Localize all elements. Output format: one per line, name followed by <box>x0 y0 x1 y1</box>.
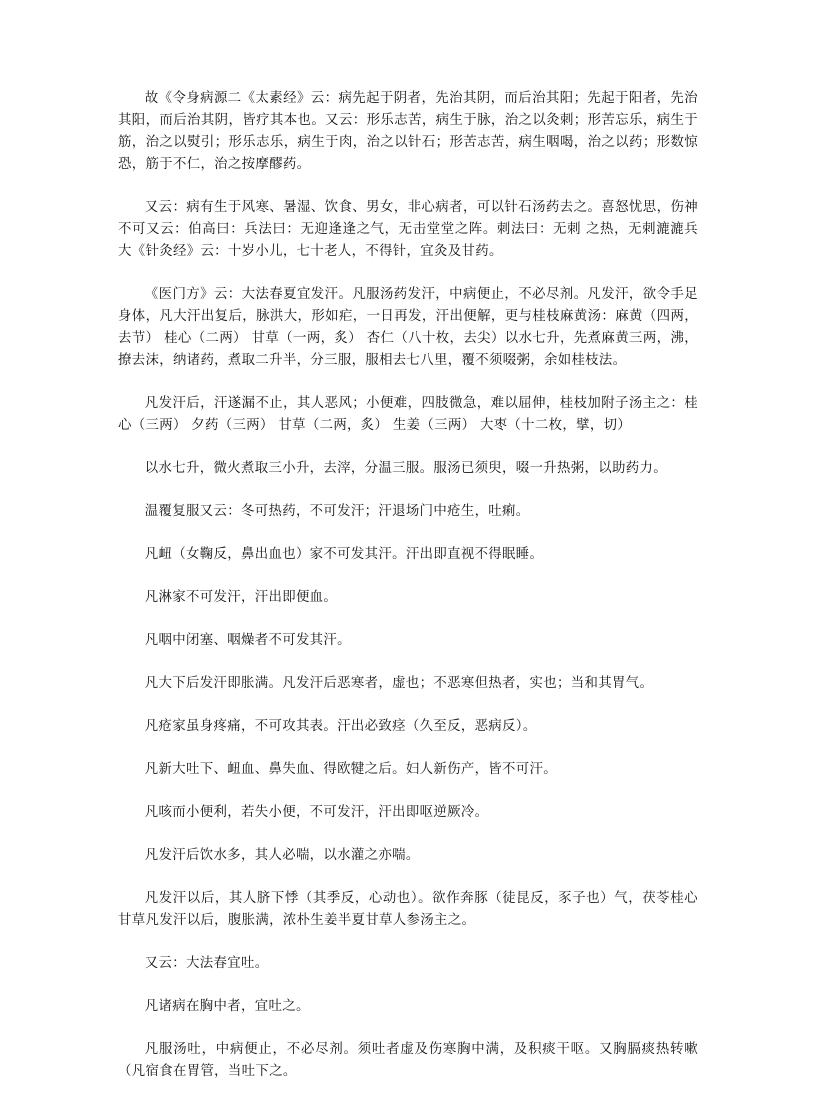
paragraph-decoction-method: 以水七升，微火煮取三小升，去滓，分温三服。服汤已须臾，啜一升热粥，以助药力。 <box>144 461 667 476</box>
document-body <box>118 88 698 1104</box>
paragraph-xiong-zhong: 凡诸病在胸中者，宜吐之。 <box>144 999 310 1014</box>
paragraph-fu-tang-tu: 凡服汤吐，中病便止，不必尽剂。须吐者虚及伤寒胸中满，及积痰干呕。又胸膈痰热转嗽（凡宿食在胃管，当吐下之。 <box>118 1042 698 1079</box>
paragraph-ke-er: 凡咳而小便利，若失小便，不可发汗，汗出即呕逆厥冷。 <box>144 805 489 820</box>
paragraph-yan-zhong: 凡咽中闭塞、咽燥者不可发其汗。 <box>144 633 351 648</box>
paragraph-nu-jia: 凡衄（女鞠反，鼻出血也）家不可发其汗。汗出即直视不得眠睡。 <box>144 547 544 562</box>
paragraph-gui-zhi-fu-zi: 凡发汗后，汗遂漏不止，其人恶风；小便难，四肢微急，难以屈伸，桂枝加附子汤主之：桂心（三两） 夕药（三两） 甘草（二两，炙） 生姜（三两） 大枣（十二枚，擘，切） <box>118 396 698 433</box>
paragraph-wen-fu: 温覆复服又云：冬可热药，不可发汗；汗退场门中疮生，吐痢。 <box>144 504 530 519</box>
paragraph-ji-xia-ji: 凡发汗以后，其人脐下悸（其季反，心动也）。欲作奔豚（徒昆反，豕子也）气，茯苓桂心甘草凡发汗以后，腹胀满，浓朴生姜半夏甘草人参汤主之。 <box>118 891 698 928</box>
paragraph-da-xia: 凡大下后发汗即胀满。凡发汗后恶寒者，虚也；不恶寒但热者，实也；当和其胃气。 <box>144 676 654 691</box>
paragraph-yi-men-fang: 《医门方》云：大法春夏宜发汗。凡服汤药发汗，中病便止，不必尽剂。凡发汗，欲令手足身体，凡大汗出复后，脉洪大，形如疟，一日再发，汗出便解，更与桂枝麻黄汤：麻黄（四两，去节） 桂心（二两） 甘草（一两，炙） 杏仁（八十枚，去尖）以水七升，先煮麻黄三两，沸，撩去沫，纳诸药，煮取二升半，分三服，服相去七八里，覆不须啜粥，余如桂枝法。 <box>118 287 698 368</box>
paragraph-lin-jia: 凡淋家不可发汗，汗出即便血。 <box>144 590 338 605</box>
paragraph-yin-shui: 凡发汗后饮水多，其人必喘，以水灌之亦喘。 <box>144 848 420 863</box>
paragraph-chun-yi-tu: 又云：大法春宜吐。 <box>144 956 269 971</box>
paragraph-su-wen: 故《令身病源二《太素经》云：病先起于阴者，先治其阴，而后治其阳；先起于阳者，先治其阳，而后治其阴，皆疗其本也。又云：形乐志苦，病生于脉，治之以灸刺；形苦忘乐，病生于筋，治之以熨引；形乐志乐，病生于肉，治之以针石；形苦志苦，病生咽喝，治之以药；形数惊恐，筋于不仁，治之按摩醪药。 <box>118 91 698 172</box>
paragraph-xin-da-tu: 凡新大吐下、衄血、鼻失血、得欧犍之后。妇人新伤产，皆不可汗。 <box>144 762 558 777</box>
paragraph-chuang-jia: 凡疮家虽身疼痛，不可攻其表。汗出必致痉（久至反，恶病反）。 <box>144 719 537 734</box>
paragraph-bing-you: 又云：病有生于风寒、暑湿、饮食、男女，非心病者，可以针石汤药去之。喜怒忧思，伤神不可又云：伯高曰：兵法曰：无迎逢逢之气，无击堂堂之阵。刺法曰：无刺 之热，无刺漉漉兵大《针灸经》云：十岁小儿，七十老人，不得针，宜灸及甘药。 <box>118 200 698 259</box>
